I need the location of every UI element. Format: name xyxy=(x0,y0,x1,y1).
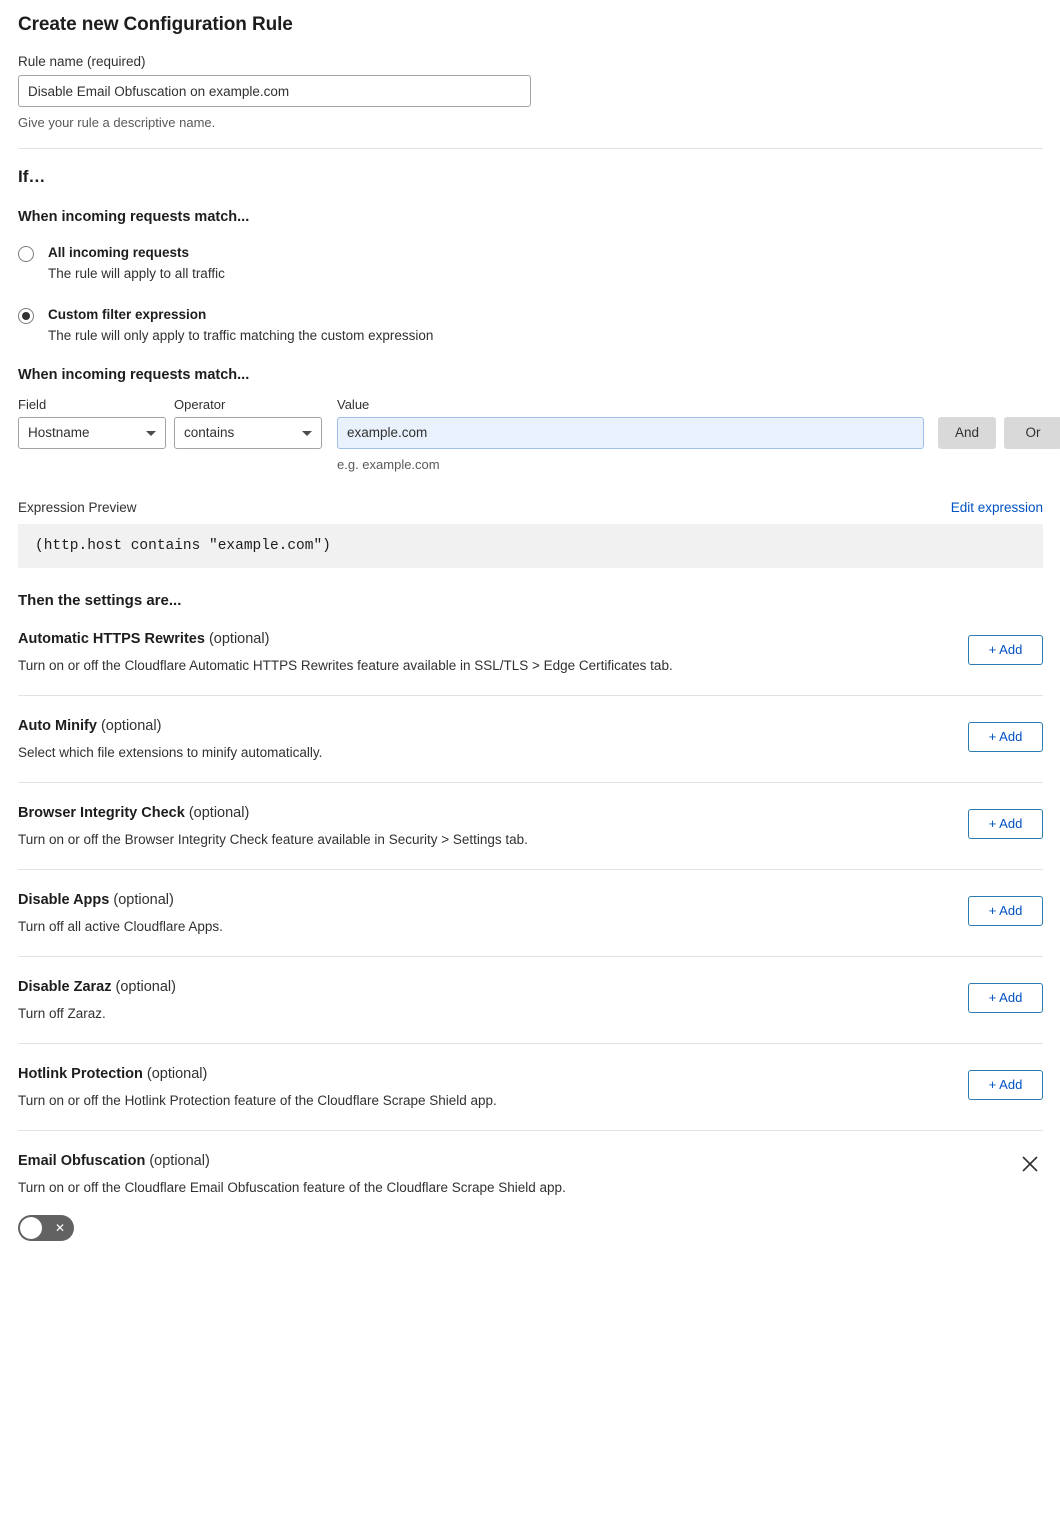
setting-optional-text: (optional) xyxy=(208,630,270,647)
setting-title xyxy=(18,631,1043,647)
rule-name-label: Rule name (required) xyxy=(18,54,146,69)
setting-description: Turn on or off the Cloudflare Email Obfuscation feature of the Cloudflare Scrape Shield app. xyxy=(18,1179,566,1195)
if-section-heading: If… xyxy=(18,167,46,186)
chevron-down-icon xyxy=(302,431,312,436)
email-obfuscation-toggle[interactable] xyxy=(18,1215,74,1241)
chevron-down-icon xyxy=(146,431,156,436)
setting-title xyxy=(18,979,1043,995)
operator-label: Operator xyxy=(174,396,226,412)
setting-hotlink-protection xyxy=(18,1044,1043,1131)
setting-name-text: Auto Minify xyxy=(18,717,97,734)
field-select-value: Hostname xyxy=(28,425,90,441)
or-spacer xyxy=(1004,397,1060,412)
add-button[interactable]: + Add xyxy=(968,896,1043,926)
setting-optional-text: (optional) xyxy=(188,804,250,821)
setting-name-text: Disable Apps xyxy=(18,891,110,908)
setting-name-text: Browser Integrity Check xyxy=(18,804,185,821)
setting-optional-text: (optional) xyxy=(115,978,176,995)
setting-description: Turn on or off the Browser Integrity Check feature available in Security > Settings tab. xyxy=(18,831,528,847)
and-button[interactable]: And xyxy=(938,417,996,449)
setting-name-text: Disable Zaraz xyxy=(18,978,112,995)
setting-disable-zaraz xyxy=(18,957,1043,1044)
operator-select[interactable] xyxy=(174,417,322,449)
setting-title xyxy=(18,892,1043,908)
radio-all-requests-circle[interactable] xyxy=(18,246,34,262)
setting-title xyxy=(18,718,1043,734)
setting-description: Turn on or off the Hotlink Protection feature of the Cloudflare Scrape Shield app. xyxy=(18,1092,497,1108)
field-column xyxy=(18,397,166,449)
or-column xyxy=(1004,397,1060,449)
and-column xyxy=(938,397,996,449)
filter-builder-row xyxy=(18,397,1043,472)
close-icon[interactable] xyxy=(1019,1153,1041,1175)
then-section-heading: Then the settings are... xyxy=(18,591,182,609)
setting-description: Turn off all active Cloudflare Apps. xyxy=(18,918,223,934)
radio-custom-filter-circle[interactable] xyxy=(18,308,34,324)
add-button[interactable]: + Add xyxy=(968,722,1043,752)
add-button[interactable]: + Add xyxy=(968,809,1043,839)
divider xyxy=(18,148,1043,149)
rule-name-helper: Give your rule a descriptive name. xyxy=(18,115,216,130)
setting-optional-text: (optional) xyxy=(100,717,162,734)
expression-preview-box: (http.host contains "example.com") xyxy=(18,524,1043,568)
toggle-knob xyxy=(20,1217,42,1239)
radio-option-all-requests[interactable] xyxy=(18,243,1043,285)
setting-name-text: Hotlink Protection xyxy=(18,1065,143,1082)
radio-all-requests-desc: The rule will apply to all traffic xyxy=(48,266,225,282)
radio-all-requests-title: All incoming requests xyxy=(48,245,190,260)
rule-name-input[interactable] xyxy=(18,75,531,107)
match-heading-1: When incoming requests match... xyxy=(18,209,250,225)
field-label: Field xyxy=(18,396,47,412)
radio-custom-filter-desc: The rule will only apply to traffic matching the custom expression xyxy=(48,328,434,344)
setting-disable-apps xyxy=(18,870,1043,957)
add-button[interactable]: + Add xyxy=(968,1070,1043,1100)
field-select[interactable] xyxy=(18,417,166,449)
setting-description: Select which file extensions to minify automatically. xyxy=(18,744,323,760)
or-button[interactable]: Or xyxy=(1004,417,1060,449)
setting-title xyxy=(18,1153,1043,1169)
setting-name-text: Email Obfuscation xyxy=(18,1152,146,1169)
setting-name-text: Automatic HTTPS Rewrites xyxy=(18,630,205,647)
operator-column xyxy=(174,397,322,449)
setting-optional-text: (optional) xyxy=(149,1152,210,1169)
setting-browser-integrity-check xyxy=(18,783,1043,870)
expression-preview-header xyxy=(18,500,1043,515)
radio-custom-filter-title: Custom filter expression xyxy=(48,306,207,322)
page-title: Create new Configuration Rule xyxy=(18,14,293,35)
match-options xyxy=(18,243,1043,347)
edit-expression-link[interactable]: Edit expression xyxy=(950,499,1043,515)
value-input[interactable] xyxy=(337,417,924,449)
match-heading-2: When incoming requests match... xyxy=(18,366,250,383)
setting-title xyxy=(18,805,1043,821)
setting-description: Turn on or off the Cloudflare Automatic HTTPS Rewrites feature available in SSL/TLS > Edge Certificates tab. xyxy=(18,657,673,673)
radio-option-custom-filter[interactable] xyxy=(18,305,1043,347)
add-button[interactable]: + Add xyxy=(968,635,1043,665)
setting-email-obfuscation xyxy=(18,1131,1043,1263)
value-column xyxy=(337,397,924,472)
setting-optional-text: (optional) xyxy=(146,1065,208,1082)
and-spacer xyxy=(938,397,996,412)
setting-description: Turn off Zaraz. xyxy=(18,1005,106,1021)
toggle-x-icon: ✕ xyxy=(54,1220,65,1235)
value-label: Value xyxy=(337,396,370,412)
expression-preview-label: Expression Preview xyxy=(18,499,137,515)
setting-automatic-https-rewrites xyxy=(18,609,1043,696)
setting-auto-minify xyxy=(18,696,1043,783)
setting-optional-text: (optional) xyxy=(113,891,174,908)
add-button[interactable]: + Add xyxy=(968,983,1043,1013)
operator-select-value: contains xyxy=(184,425,235,441)
value-hint: e.g. example.com xyxy=(337,456,440,472)
rule-name-group xyxy=(18,54,1043,130)
setting-title xyxy=(18,1066,1043,1082)
